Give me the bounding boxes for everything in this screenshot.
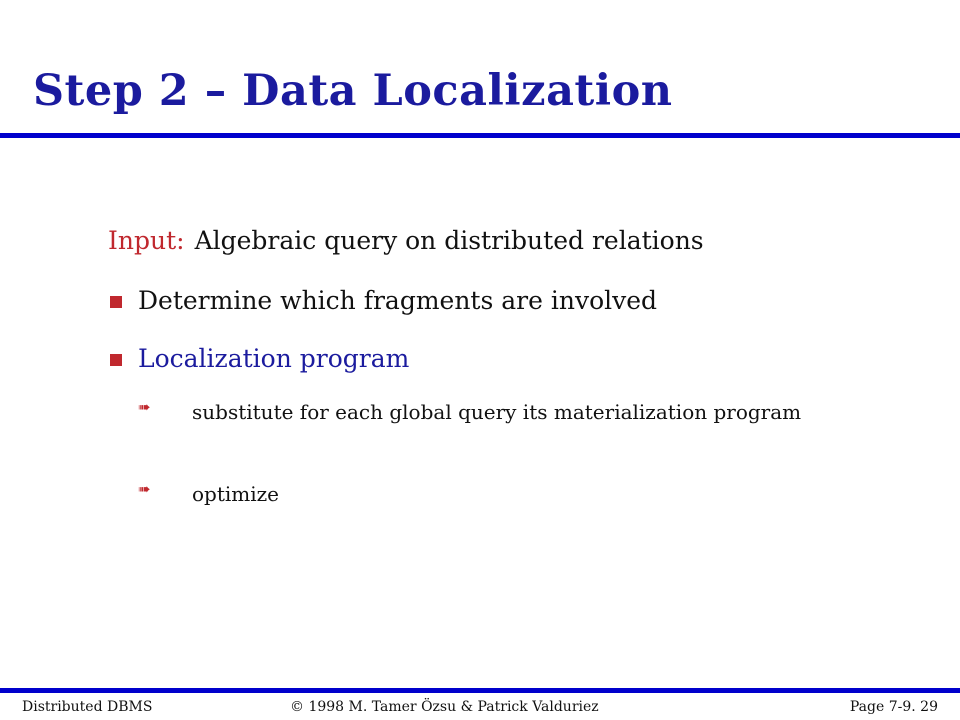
bullet-text: Determine which fragments are involved — [138, 286, 658, 315]
footer-course: Distributed DBMS — [22, 699, 153, 715]
sub-bullet-text: substitute for each global query its materialization program — [192, 400, 802, 424]
footer-page-number: Page 7-9. 29 — [849, 699, 938, 715]
footer-copyright: © 1998 M. Tamer Özsu & Patrick Valduriez — [290, 699, 599, 715]
input-text: Algebraic query on distributed relations — [194, 226, 704, 255]
input-label: Input: — [108, 226, 185, 255]
square-bullet-icon — [110, 296, 122, 308]
arrow-bullet-icon: ➠ — [138, 480, 151, 498]
square-bullet-icon — [110, 354, 122, 366]
input-line — [108, 226, 704, 255]
bullet-text: Localization program — [138, 344, 410, 373]
footer-divider — [0, 688, 960, 693]
sub-bullet-text: optimize — [192, 482, 280, 506]
title-divider — [0, 133, 960, 138]
slide-title: Step 2 – Data Localization — [33, 66, 673, 116]
arrow-bullet-icon: ➠ — [138, 398, 151, 416]
